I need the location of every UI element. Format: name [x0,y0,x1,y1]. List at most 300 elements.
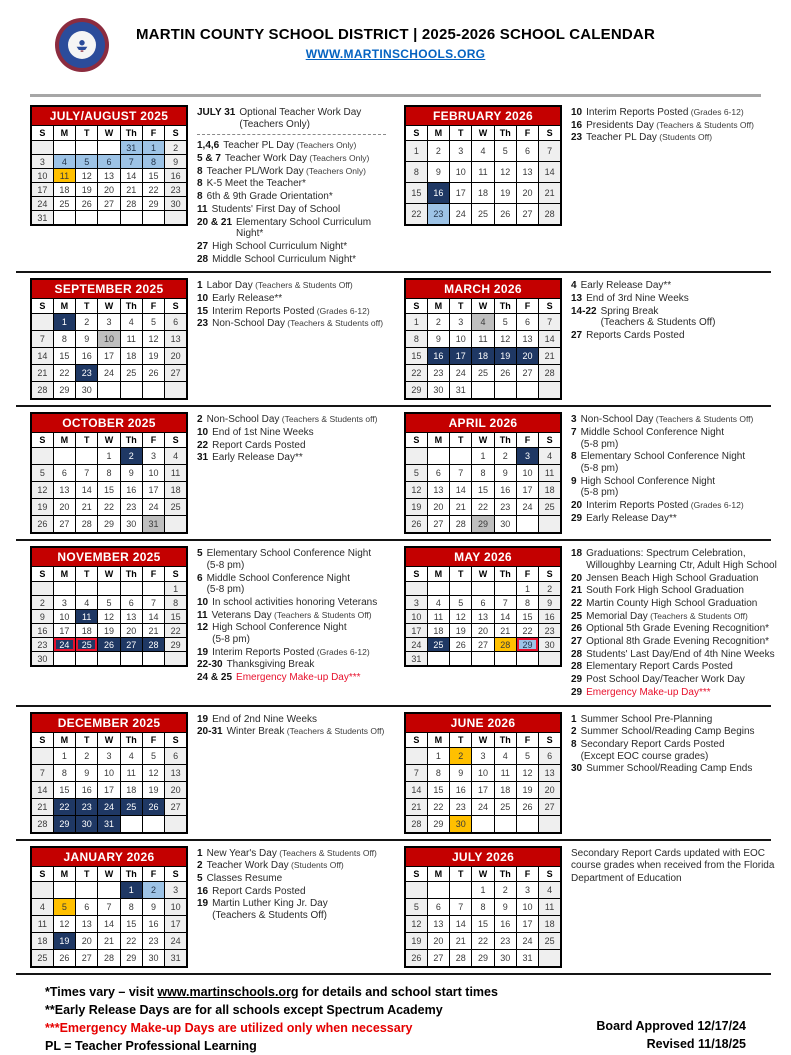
note-day: 11 [197,610,208,622]
day-cell: 27 [427,949,449,967]
day-of-week-header: T [76,567,98,582]
month-title: NOVEMBER 2025 [31,547,187,567]
day-cell [472,652,494,667]
day-cell: 29 [427,815,449,833]
day-cell: 21 [450,499,472,516]
day-cell: 15 [427,781,449,798]
day-cell: 12 [142,331,164,348]
day-cell: 10 [405,610,427,624]
day-cell [539,949,561,967]
day-cell: 31 [516,949,538,967]
footer-website-link[interactable]: www.martinschools.org [157,985,298,999]
month-calendar [30,712,188,834]
day-cell: 18 [120,781,142,798]
day-cell: 13 [53,482,75,499]
day-cell [31,448,53,465]
note-day: 8 [571,451,577,474]
day-cell: 10 [516,898,538,915]
day-cell: 1 [516,582,538,596]
day-of-week-header: W [472,732,494,747]
day-cell: 21 [142,624,164,638]
day-cell: 18 [76,624,98,638]
day-cell: 9 [494,898,516,915]
note-item [197,107,396,130]
day-cell: 27 [427,516,449,534]
day-cell: 12 [405,915,427,932]
day-cell: 6 [98,155,120,169]
day-cell: 6 [53,465,75,482]
day-cell: 22 [516,624,538,638]
day-of-week-header: F [142,299,164,314]
note-text: Report Cards Posted [212,440,396,452]
month-title: DECEMBER 2025 [31,713,187,733]
day-cell [450,881,472,898]
day-of-week-header: M [53,126,75,141]
day-of-week-header: M [427,866,449,881]
day-cell: 26 [31,516,53,534]
day-cell: 20 [120,624,142,638]
note-item [197,178,396,190]
month-block [404,412,783,534]
day-cell: 24 [31,197,53,211]
day-cell: 2 [31,596,53,610]
day-cell: 26 [450,638,472,652]
day-cell: 11 [472,162,494,183]
day-cell: 21 [31,798,53,815]
day-cell: 13 [427,915,449,932]
day-cell [472,815,494,833]
note-item [571,330,783,342]
month-block [30,412,396,534]
month-block [30,712,396,834]
note-day: 20 [571,573,582,585]
month-block [30,846,396,968]
day-cell: 9 [76,764,98,781]
month-block [404,105,783,266]
month-notes [571,846,783,968]
day-of-week-header: M [427,567,449,582]
note-text: 6th & 9th Grade Orientation* [207,191,396,203]
note-item [197,414,396,426]
note-item [197,622,396,645]
day-cell: 27 [539,798,561,815]
day-cell: 20 [76,932,98,949]
day-cell: 14 [31,348,53,365]
note-day: 30 [571,763,582,775]
day-of-week-header: Th [494,732,516,747]
month-block [404,712,783,834]
month-title: FEBRUARY 2026 [405,106,561,126]
day-cell: 28 [405,815,427,833]
day-cell: 10 [98,764,120,781]
day-cell: 25 [165,499,187,516]
note-day: 21 [571,585,582,597]
day-cell: 30 [76,382,98,400]
day-of-week-header: W [472,126,494,141]
note-day: 5 [197,873,203,885]
day-cell: 30 [494,516,516,534]
day-cell: 29 [405,382,427,400]
day-cell: 22 [472,932,494,949]
day-cell: 20 [165,348,187,365]
day-cell: 16 [450,781,472,798]
day-of-week-header: Th [120,732,142,747]
day-of-week-header: W [98,299,120,314]
day-cell: 4 [76,596,98,610]
day-cell [53,211,75,226]
day-cell: 20 [516,183,538,204]
note-item [197,306,396,318]
note-item [571,598,783,610]
day-cell: 26 [405,949,427,967]
day-cell: 3 [98,747,120,764]
day-cell [405,582,427,596]
day-cell [53,881,75,898]
day-cell: 19 [53,932,75,949]
note-item [571,107,783,119]
day-cell: 7 [539,314,561,331]
day-cell [142,382,164,400]
day-cell: 17 [405,624,427,638]
day-cell: 30 [494,949,516,967]
note-day: 23 [571,132,582,144]
footnote-emergency: ***Emergency Make-up Days are utilized only when necessary [45,1019,556,1037]
day-cell: 29 [516,638,538,652]
day-cell: 23 [427,365,449,382]
day-of-week-header: S [165,126,187,141]
day-cell: 30 [539,638,561,652]
day-cell: 22 [98,499,120,516]
note-item [197,848,396,860]
day-cell [405,448,427,465]
day-cell: 8 [427,764,449,781]
day-cell [76,652,98,667]
row-divider [16,705,771,707]
day-cell: 18 [494,781,516,798]
note-text: Middle School Conference Night (5-8 pm) [207,573,396,596]
note-text: Memorial Day (Teachers & Students Off) [586,611,783,623]
note-day: 2 [571,726,577,738]
day-cell: 14 [120,169,142,183]
day-cell: 5 [142,314,164,331]
day-cell: 18 [472,183,494,204]
day-cell [98,881,120,898]
day-cell: 7 [539,141,561,162]
day-of-week-header: T [450,567,472,582]
note-text: Classes Resume [207,873,396,885]
day-of-week-header: M [53,433,75,448]
day-cell: 16 [494,482,516,499]
day-cell: 12 [53,915,75,932]
day-of-week-header: S [539,299,561,314]
day-of-week-header: S [31,126,53,141]
day-cell: 29 [53,382,75,400]
day-cell: 8 [516,596,538,610]
day-of-week-header: W [98,433,120,448]
note-item [571,548,783,571]
day-of-week-header: F [142,866,164,881]
day-cell: 13 [472,610,494,624]
note-item [197,548,396,571]
day-cell [165,382,187,400]
day-cell: 1 [53,747,75,764]
note-item [197,153,396,165]
day-cell: 22 [472,499,494,516]
row-divider [16,405,771,407]
day-cell: 11 [472,331,494,348]
day-of-week-header: S [165,732,187,747]
note-item [571,585,783,597]
note-text: Students' First Day of School [212,204,396,216]
day-cell: 19 [142,348,164,365]
day-cell: 29 [53,815,75,833]
note-day: 10 [197,293,208,305]
day-cell: 24 [165,932,187,949]
day-cell: 6 [516,314,538,331]
note-item [197,714,396,726]
month-notes [197,278,396,400]
month-notes [197,546,396,699]
day-of-week-header: Th [120,567,142,582]
day-cell: 30 [427,382,449,400]
note-text: Non-School Day (Teachers & Students off) [207,414,396,426]
footnote-pl: PL = Teacher Professional Learning [45,1037,556,1055]
day-cell: 8 [405,162,427,183]
day-cell [98,582,120,596]
day-of-week-header: Th [494,126,516,141]
day-cell: 12 [450,610,472,624]
note-text: Winter Break (Teachers & Students Off) [227,726,396,738]
day-cell [142,652,164,667]
day-cell: 15 [165,610,187,624]
note-day: 13 [571,293,582,305]
website-link[interactable]: WWW.MARTINSCHOOLS.ORG [306,47,486,61]
note-text: End of 3rd Nine Weeks [586,293,783,305]
note-day: 22 [197,440,208,452]
day-of-week-header: T [450,866,472,881]
note-text: Students' Last Day/End of 4th Nine Weeks [586,649,783,661]
day-cell: 31 [165,949,187,967]
day-cell [120,582,142,596]
day-cell: 27 [516,204,538,226]
day-of-week-header: M [427,732,449,747]
day-cell [165,815,187,833]
month-calendar [30,105,188,226]
day-cell: 11 [427,610,449,624]
note-text: K-5 Meet the Teacher* [207,178,396,190]
day-of-week-header: S [31,299,53,314]
day-cell: 22 [53,365,75,382]
note-day: 7 [571,427,577,450]
day-cell: 5 [142,747,164,764]
day-cell: 29 [120,949,142,967]
note-day: 16 [571,120,582,132]
header-divider [30,94,761,97]
note-text: Non-School Day (Teachers & Students off) [212,318,396,330]
note-day: 18 [571,548,582,571]
day-cell: 29 [98,516,120,534]
day-cell: 18 [472,348,494,365]
day-of-week-header: S [405,732,427,747]
day-cell: 24 [516,932,538,949]
note-day: 19 [197,898,208,921]
note-item [197,427,396,439]
day-cell: 2 [427,141,449,162]
day-cell: 28 [450,949,472,967]
note-item [197,241,396,253]
day-cell: 18 [427,624,449,638]
day-cell [53,652,75,667]
day-cell: 1 [472,448,494,465]
month-title: JANUARY 2026 [31,847,187,867]
note-day: 1 [197,280,203,292]
day-cell: 10 [31,169,53,183]
day-cell [405,881,427,898]
day-cell: 3 [516,448,538,465]
note-day: 9 [571,476,577,499]
day-cell: 17 [165,915,187,932]
day-cell: 12 [142,764,164,781]
day-cell: 3 [31,155,53,169]
day-cell: 21 [31,365,53,382]
note-text: New Year's Day (Teachers & Students Off) [207,848,396,860]
month-notes [197,712,396,834]
day-cell: 25 [472,365,494,382]
note-item [571,649,783,661]
day-of-week-header: Th [120,299,142,314]
day-cell: 27 [516,365,538,382]
day-cell: 3 [450,141,472,162]
note-day: 15 [197,306,208,318]
day-cell: 15 [516,610,538,624]
day-cell: 14 [450,915,472,932]
day-cell [539,516,561,534]
note-text: In school activities honoring Veterans [212,597,396,609]
note-item [571,306,783,329]
day-cell: 10 [98,331,120,348]
note-day: 11 [197,204,208,216]
day-cell: 28 [142,638,164,652]
day-cell: 13 [165,764,187,781]
day-cell: 5 [98,596,120,610]
day-cell: 28 [76,516,98,534]
day-cell: 14 [98,915,120,932]
month-calendar [404,105,562,226]
day-cell: 8 [472,465,494,482]
note-day: 6 [197,573,203,596]
day-cell: 13 [98,169,120,183]
day-cell: 21 [539,348,561,365]
day-cell: 18 [53,183,75,197]
day-of-week-header: Th [494,866,516,881]
day-cell [98,141,120,155]
day-of-week-header: S [405,299,427,314]
day-cell: 9 [539,596,561,610]
day-cell: 28 [98,949,120,967]
note-day: 19 [197,714,208,726]
day-cell: 23 [165,183,187,197]
day-cell: 6 [165,314,187,331]
note-text: Spring Break (Teachers & Students Off) [601,306,783,329]
day-cell: 17 [98,348,120,365]
month-calendar [404,546,562,667]
day-cell: 5 [405,898,427,915]
day-cell: 8 [472,898,494,915]
note-item [571,611,783,623]
day-of-week-header: M [427,299,449,314]
day-cell: 5 [516,747,538,764]
day-cell: 11 [53,169,75,183]
board-approved-date: Board Approved 12/17/24 [556,1017,746,1035]
note-item [197,573,396,596]
note-item [197,254,396,266]
month-calendar [30,278,188,400]
month-row [30,278,783,400]
day-cell: 5 [494,141,516,162]
day-cell: 19 [450,624,472,638]
day-cell: 12 [405,482,427,499]
day-of-week-header: F [516,433,538,448]
day-cell: 15 [120,915,142,932]
day-cell: 22 [405,365,427,382]
day-cell: 6 [165,747,187,764]
note-text: Secondary Report Cards Posted (Except EOC course grades) [581,739,783,762]
month-row [30,712,783,834]
note-text: Presidents Day (Teachers & Students Off) [586,120,783,132]
day-cell: 30 [120,516,142,534]
day-cell [142,815,164,833]
day-of-week-header: S [539,866,561,881]
day-cell: 8 [142,155,164,169]
day-cell [76,141,98,155]
day-cell [516,382,538,400]
note-text: Teacher Work Day (Students Off) [207,860,396,872]
day-cell [405,747,427,764]
note-day: 28 [571,649,582,661]
month-block [404,846,783,968]
note-item [197,860,396,872]
day-cell: 18 [31,932,53,949]
day-cell: 4 [31,898,53,915]
day-cell: 8 [53,331,75,348]
day-cell: 26 [494,365,516,382]
day-cell: 17 [472,781,494,798]
note-text: Interim Reports Posted (Grades 6-12) [212,647,396,659]
day-of-week-header: F [142,126,164,141]
day-cell [76,881,98,898]
note-text: South Fork High School Graduation [586,585,783,597]
day-cell: 28 [31,382,53,400]
day-of-week-header: W [98,866,120,881]
day-cell: 27 [165,798,187,815]
note-text: Early Release Day** [586,513,783,525]
day-cell: 25 [427,638,449,652]
month-paragraph: Secondary Report Cards updated with EOC course grades when received from the Florida Department of Education [571,848,783,886]
day-of-week-header: S [539,126,561,141]
day-of-week-header: M [53,732,75,747]
day-of-week-header: S [405,126,427,141]
day-cell: 13 [120,610,142,624]
day-cell: 24 [472,798,494,815]
day-cell: 23 [142,932,164,949]
day-cell [472,382,494,400]
note-item [571,714,783,726]
day-cell [494,815,516,833]
day-cell: 1 [427,747,449,764]
note-item [197,217,396,240]
day-cell: 22 [165,624,187,638]
day-cell [53,582,75,596]
